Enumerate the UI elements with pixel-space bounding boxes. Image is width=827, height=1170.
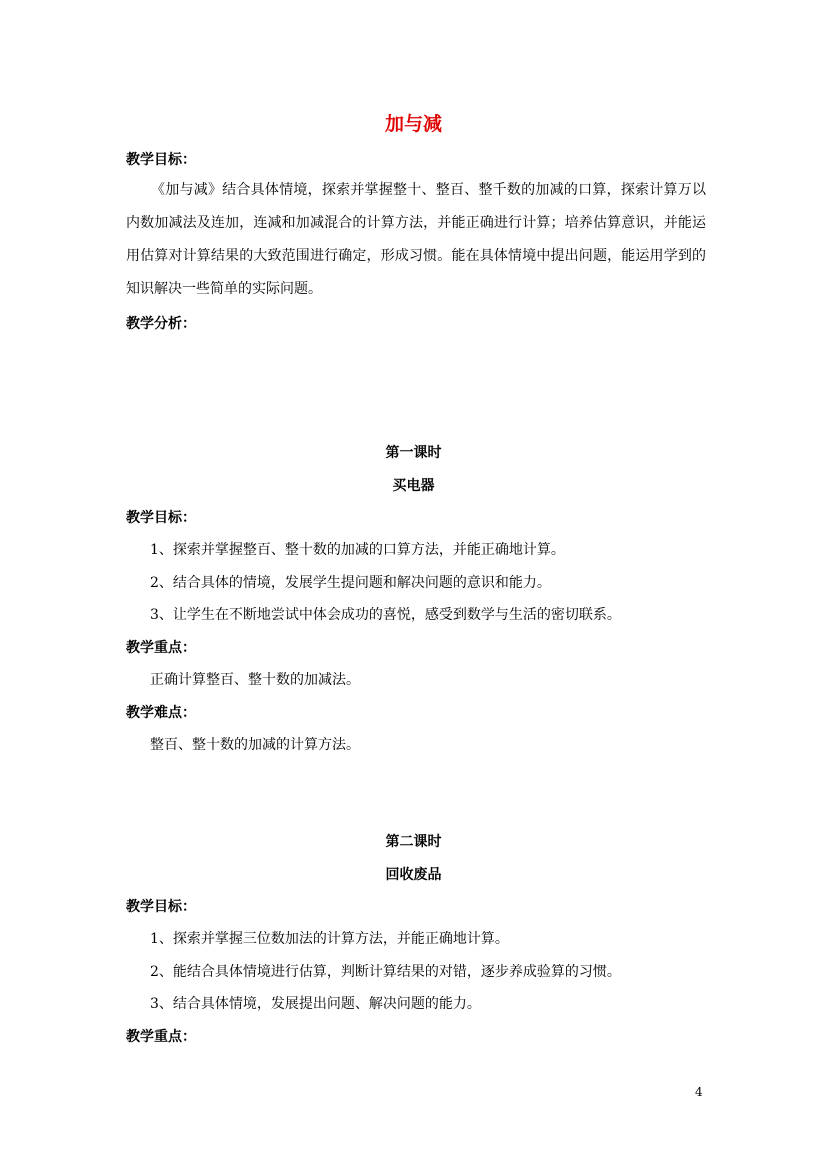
page-number: 4 (695, 1085, 703, 1099)
lesson1-goal-1: 1、探索并掌握整百、整十数的加减的口算方法，并能正确地计算。 (150, 542, 565, 558)
lesson2-goals-label: 教学目标： (126, 899, 196, 915)
lesson2-goal-1: 1、探索并掌握三位数加法的计算方法，并能正确地计算。 (150, 931, 509, 947)
lesson1-key-text: 正确计算整百、整十数的加减法。 (150, 672, 360, 688)
teaching-analysis-label: 教学分析： (126, 316, 196, 332)
lesson1-goal-2: 2、结合具体的情境，发展学生提问题和解决问题的意识和能力。 (150, 575, 551, 591)
lesson1-goal-3: 3、让学生在不断地尝试中体会成功的喜悦，感受到数学与生活的密切联系。 (150, 607, 621, 623)
lesson2-goal-3: 3、结合具体情境，发展提出问题、解决问题的能力。 (150, 996, 481, 1012)
intro-paragraph: 《加与减》结合具体情境，探索并掌握整十、整百、整千数的加减的口算，探索计算万以内数加减法及连加，连减和加减混合的计算方法，并能正确进行计算；培养估算意识，并能运用估算对计算结果的大致范围进行确定，形成习惯。能在具体情境中提出问题，能运用学到的知识解决一些简单的实际问题。 (126, 182, 706, 297)
teaching-goals-label: 教学目标： (126, 152, 196, 168)
lesson2-name: 回收废品 (385, 867, 442, 883)
lesson2-period: 第二课时 (385, 834, 442, 850)
lesson1-difficulty-text: 整百、整十数的加减的计算方法。 (150, 737, 360, 753)
lesson1-name: 买电器 (392, 478, 435, 494)
lesson2-goal-2: 2、能结合具体情境进行估算，判断计算结果的对错，逐步养成验算的习惯。 (150, 964, 621, 980)
document-title: 加与减 (384, 113, 442, 135)
lesson1-goals-label: 教学目标： (126, 510, 196, 526)
lesson1-key-label: 教学重点： (126, 640, 196, 656)
lesson1-difficulty-label: 教学难点： (126, 705, 196, 721)
lesson1-period: 第一课时 (385, 445, 442, 461)
lesson2-key-label: 教学重点： (126, 1029, 196, 1045)
